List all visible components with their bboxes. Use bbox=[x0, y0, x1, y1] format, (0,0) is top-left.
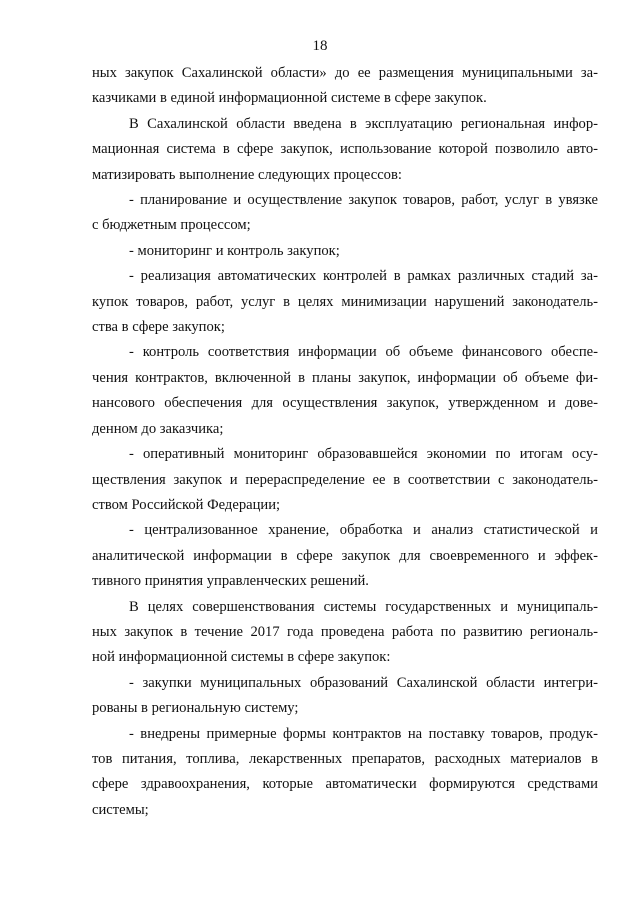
text-line: - оперативный мониторинг образовавшейся экономии по итогам осу- bbox=[129, 446, 598, 463]
text-line: - реализация автоматических контролей в рамках различных стадий за- bbox=[129, 268, 598, 285]
text-line: казчиками в единой информационной системе в сфере закупок. bbox=[92, 90, 487, 107]
text-line: мационная система в сфере закупок, использование которой позволило авто- bbox=[92, 141, 598, 158]
text-line: - планирование и осуществление закупок товаров, работ, услуг в увязке bbox=[129, 192, 598, 209]
paragraph-improvements-2017 bbox=[92, 595, 598, 671]
text-line: ных закупок в течение 2017 года проведена работа по развитию региональ- bbox=[92, 623, 598, 640]
text-line: купок товаров, работ, услуг в целях минимизации нарушений законодатель- bbox=[92, 293, 598, 310]
document-body bbox=[92, 61, 598, 823]
list-item-planning bbox=[92, 188, 598, 239]
page-number: 18 bbox=[312, 38, 328, 54]
text-line: чения контрактов, включенной в планы закупок, информации об объеме фи- bbox=[92, 369, 598, 386]
list-item-savings-monitoring bbox=[92, 442, 598, 518]
paragraph-intro-system bbox=[92, 112, 598, 188]
text-line: тов питания, топлива, лекарственных препаратов, расходных материалов в bbox=[92, 750, 598, 767]
text-line: - закупки муниципальных образований Сахалинской области интегри- bbox=[129, 674, 598, 691]
list-item-financial-control bbox=[92, 340, 598, 442]
text-line: денном до заказчика; bbox=[92, 420, 224, 437]
text-line: ства в сфере закупок; bbox=[92, 319, 225, 336]
text-line: ных закупок Сахалинской области» до ее размещения муниципальными за- bbox=[92, 65, 598, 81]
text-line: - централизованное хранение, обработка и анализ статистической и bbox=[129, 522, 598, 539]
text-line: системы; bbox=[92, 801, 149, 818]
list-item-automatic-controls bbox=[92, 264, 598, 340]
text-line: - внедрены примерные формы контрактов на поставку товаров, продук- bbox=[129, 725, 598, 742]
text-line: ной информационной системы в сфере закупок: bbox=[92, 649, 391, 666]
list-item-contract-forms bbox=[92, 722, 598, 824]
text-line: сфере здравоохранения, которые автоматически формируются средствами bbox=[92, 776, 598, 793]
list-item-monitoring bbox=[92, 239, 598, 264]
text-line: В Сахалинской области введена в эксплуатацию региональная инфор- bbox=[129, 115, 598, 132]
text-line: В целях совершенствования системы государственных и муниципаль- bbox=[129, 598, 598, 615]
list-item-centralized-storage bbox=[92, 518, 598, 594]
text-line: тивного принятия управленческих решений. bbox=[92, 573, 369, 590]
text-line: ществления закупок и перераспределение ее в соответствии с законодатель- bbox=[92, 471, 598, 488]
text-line: - контроль соответствия информации об объеме финансового обеспе- bbox=[129, 344, 598, 361]
paragraph-continuation bbox=[92, 61, 598, 112]
text-line: аналитической информации в сфере закупок для своевременного и эффек- bbox=[92, 547, 598, 564]
text-line: с бюджетным процессом; bbox=[92, 217, 251, 234]
text-line: матизировать выполнение следующих процессов: bbox=[92, 166, 402, 183]
text-line: - мониторинг и контроль закупок; bbox=[129, 242, 340, 259]
text-line: ством Российской Федерации; bbox=[92, 496, 281, 513]
text-line: рованы в региональную систему; bbox=[92, 700, 299, 717]
list-item-municipal-integration bbox=[92, 671, 598, 722]
text-line: нансового обеспечения для осуществления закупок, утвержденном и дове- bbox=[92, 395, 598, 412]
